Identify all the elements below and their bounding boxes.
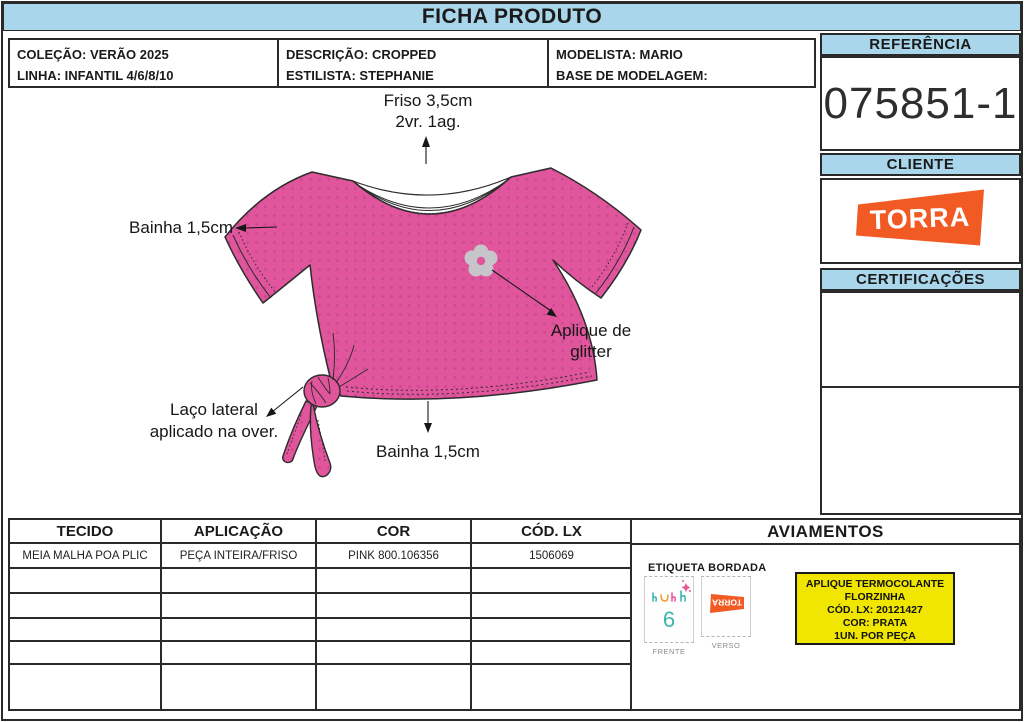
empty-cell <box>471 664 632 710</box>
empty-cell <box>471 593 632 618</box>
empty-cell <box>9 664 161 710</box>
empty-cell <box>9 641 161 664</box>
shirt-silhouette <box>225 168 641 399</box>
cliente-header: CLIENTE <box>820 153 1021 176</box>
col-tecido: TECIDO <box>9 519 161 543</box>
descricao-text: DESCRIÇÃO: CROPPED <box>286 47 437 62</box>
estilista-text: ESTILISTA: STEPHANIE <box>286 68 434 83</box>
aplique-termocolante-note <box>795 572 955 645</box>
tecido-value: MEIA MALHA POA PLIC <box>9 543 161 568</box>
etiqueta-bordada-label: ETIQUETA BORDADA <box>648 562 767 574</box>
verso-label: VERSO <box>711 641 741 650</box>
empty-cell <box>161 568 316 593</box>
torra-logo-text: TORRA <box>868 201 971 236</box>
info-cell-modelista <box>547 38 816 88</box>
note-line: COR: PRATA <box>842 617 908 629</box>
table-row <box>9 568 632 593</box>
col-aplicacao: APLICAÇÃO <box>161 519 316 543</box>
empty-cell <box>161 664 316 710</box>
empty-cell <box>471 568 632 593</box>
empty-cell <box>471 618 632 641</box>
empty-cell <box>161 593 316 618</box>
laco-label-line2: aplicado na over. <box>149 422 279 441</box>
aviamentos-title: AVIAMENTOS <box>632 520 1019 545</box>
page-title: FICHA PRODUTO <box>3 3 1021 31</box>
bainha-hem-label: Bainha 1,5cm <box>376 442 480 461</box>
info-cell-descricao <box>277 38 549 88</box>
table-row <box>9 618 632 641</box>
bainha-sleeve-label: Bainha 1,5cm <box>129 218 233 237</box>
note-line: CÓD. LX: 20121427 <box>827 604 923 616</box>
certificacoes-empty-box-1 <box>820 291 1021 388</box>
materials-table <box>8 518 633 711</box>
modelista-text: MODELISTA: MARIO <box>556 47 683 62</box>
referencia-header: REFERÊNCIA <box>820 33 1021 56</box>
verso-torra-text: TORRA <box>711 597 743 608</box>
empty-cell <box>316 568 471 593</box>
materials-data-row <box>9 543 632 568</box>
empty-cell <box>161 641 316 664</box>
col-cod-lx: CÓD. LX <box>471 519 632 543</box>
aplique-label-line2: glitter <box>570 342 612 361</box>
materials-header-row <box>9 519 632 543</box>
certificacoes-header: CERTIFICAÇÕES <box>820 268 1021 291</box>
garment-drawing <box>0 85 820 520</box>
torra-logo <box>853 189 989 254</box>
etiqueta-frente <box>644 576 694 643</box>
empty-cell <box>471 641 632 664</box>
info-cell-colecao <box>8 38 279 88</box>
colecao-text: COLEÇÃO: VERÃO 2025 <box>17 47 169 62</box>
empty-cell <box>9 618 161 641</box>
note-line: FLORZINHA <box>844 591 906 603</box>
aviamentos-panel <box>630 518 1021 711</box>
table-row <box>9 593 632 618</box>
note-line: 1UN. POR PEÇA <box>834 630 916 642</box>
referencia-value: 075851-1 <box>820 56 1021 151</box>
frente-label: FRENTE <box>652 647 686 656</box>
empty-cell <box>9 593 161 618</box>
tag-size-number: 6 <box>662 607 676 632</box>
verso-torra-logo <box>709 588 745 613</box>
brand-marks <box>653 591 685 601</box>
friso-label-line1: Friso 3,5cm <box>383 91 473 110</box>
table-row <box>9 664 632 710</box>
aplicacao-value: PEÇA INTEIRA/FRISO <box>161 543 316 568</box>
aplique-label-line1: Aplique de <box>550 321 632 340</box>
laco-label-line1: Laço lateral <box>170 400 258 419</box>
empty-cell <box>316 664 471 710</box>
etiqueta-verso <box>701 576 751 637</box>
empty-cell <box>9 568 161 593</box>
friso-label-line2: 2vr. 1ag. <box>395 112 461 131</box>
certificacoes-empty-box-2 <box>820 386 1021 515</box>
base-modelagem-text: BASE DE MODELAGEM: <box>556 68 708 83</box>
empty-cell <box>316 641 471 664</box>
cliente-logo-box <box>820 178 1021 264</box>
empty-cell <box>161 618 316 641</box>
linha-text: LINHA: INFANTIL 4/6/8/10 <box>17 68 174 83</box>
sparkle-icon <box>682 580 692 592</box>
note-line: APLIQUE TERMOCOLANTE <box>805 578 945 590</box>
empty-cell <box>316 618 471 641</box>
empty-cell <box>316 593 471 618</box>
cod-lx-value: 1506069 <box>471 543 632 568</box>
col-cor: COR <box>316 519 471 543</box>
cor-value: PINK 800.106356 <box>316 543 471 568</box>
table-row <box>9 641 632 664</box>
